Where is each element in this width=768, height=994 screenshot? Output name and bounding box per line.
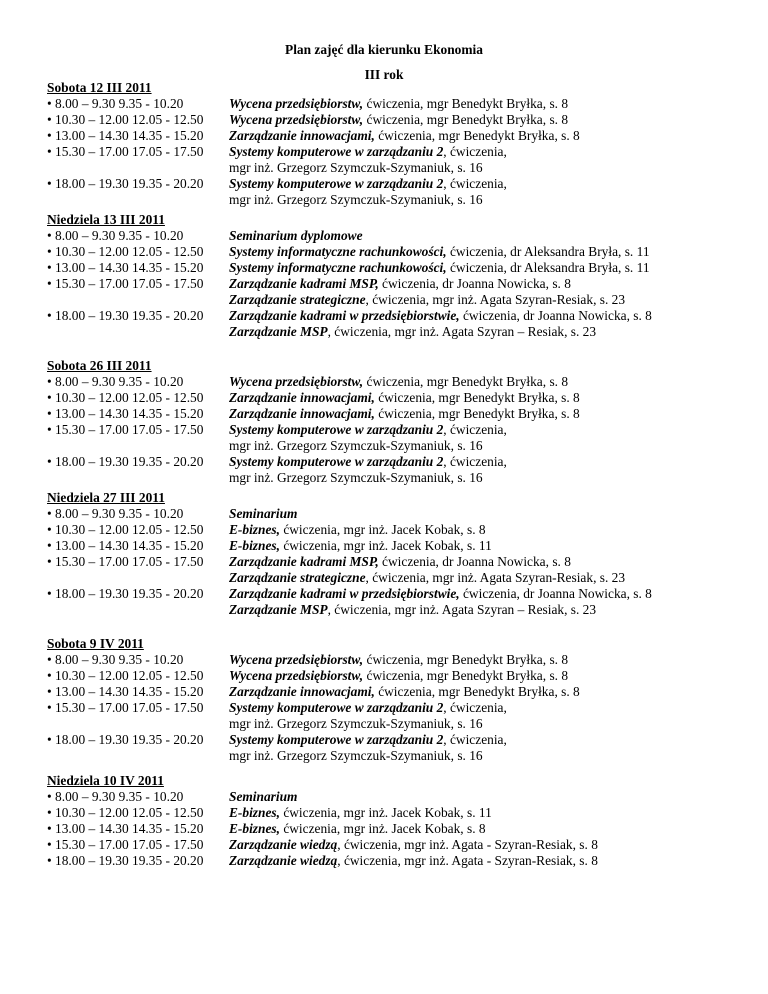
class-details: ćwiczenia, mgr Benedykt Bryłka, s. 8 bbox=[363, 668, 569, 683]
time-slot: • 13.00 – 14.30 14.35 - 15.20 bbox=[47, 128, 204, 143]
time-slot-row bbox=[47, 684, 737, 700]
time-slot-row bbox=[47, 244, 737, 260]
time-slot: • 10.30 – 12.00 12.05 - 12.50 bbox=[47, 668, 204, 683]
class-details: , ćwiczenia, mgr inż. Agata Szyran-Resiak, s. 23 bbox=[365, 292, 626, 307]
class-details: mgr inż. Grzegorz Szymczuk-Szymaniuk, s. 16 bbox=[229, 748, 483, 763]
class-details: , ćwiczenia, bbox=[443, 176, 507, 191]
time-slot-row bbox=[47, 176, 737, 208]
course-name: Systemy komputerowe w zarządzaniu 2 bbox=[229, 700, 444, 715]
time-slot-row bbox=[47, 837, 737, 853]
time-slot-row bbox=[47, 732, 737, 764]
day-block bbox=[47, 80, 737, 208]
time-slot: • 18.00 – 19.30 19.35 - 20.20 bbox=[47, 176, 204, 191]
course-name: Zarządzanie innowacjami, bbox=[229, 390, 375, 405]
class-line bbox=[229, 853, 737, 869]
course-name: Systemy informatyczne rachunkowości, bbox=[229, 244, 447, 259]
class-details: mgr inż. Grzegorz Szymczuk-Szymaniuk, s. 16 bbox=[229, 160, 483, 175]
class-details: mgr inż. Grzegorz Szymczuk-Szymaniuk, s. 16 bbox=[229, 470, 483, 485]
time-slot-row bbox=[47, 805, 737, 821]
class-details: ćwiczenia, mgr Benedykt Bryłka, s. 8 bbox=[374, 406, 580, 421]
time-slot: • 13.00 – 14.30 14.35 - 15.20 bbox=[47, 406, 204, 421]
class-line bbox=[229, 308, 737, 324]
course-name: E-biznes, bbox=[229, 522, 280, 537]
class-entry bbox=[229, 260, 737, 276]
course-name: Systemy komputerowe w zarządzaniu 2 bbox=[229, 732, 444, 747]
course-name: Zarządzanie strategiczne bbox=[229, 292, 366, 307]
course-name: Wycena przedsiębiorstw, bbox=[229, 112, 364, 127]
class-entry bbox=[229, 700, 737, 732]
class-line bbox=[229, 668, 737, 684]
class-entry bbox=[229, 652, 737, 668]
document-title: Plan zajęć dla kierunku Ekonomia bbox=[285, 42, 483, 57]
time-slot-row bbox=[47, 308, 737, 340]
class-details: , ćwiczenia, mgr inż. Agata - Szyran-Resiak, s. 8 bbox=[337, 853, 598, 868]
class-line bbox=[229, 228, 737, 244]
class-details: , ćwiczenia, mgr inż. Agata Szyran – Resiak, s. 23 bbox=[327, 324, 597, 339]
class-entry bbox=[229, 586, 737, 618]
time-slot: • 8.00 – 9.30 9.35 - 10.20 bbox=[47, 789, 184, 804]
class-line bbox=[229, 602, 737, 618]
time-slot: • 15.30 – 17.00 17.05 - 17.50 bbox=[47, 276, 204, 291]
class-line bbox=[229, 192, 737, 208]
class-line bbox=[229, 554, 737, 570]
class-line bbox=[229, 128, 737, 144]
day-title: Niedziela 13 III 2011 bbox=[47, 212, 165, 227]
time-slot-row bbox=[47, 821, 737, 837]
course-name: Zarządzanie wiedzą bbox=[229, 837, 338, 852]
time-slot: • 15.30 – 17.00 17.05 - 17.50 bbox=[47, 422, 204, 437]
class-line bbox=[229, 276, 737, 292]
class-line bbox=[229, 244, 737, 260]
time-slot-row bbox=[47, 586, 737, 618]
time-slot-row bbox=[47, 700, 737, 732]
time-slot-row bbox=[47, 390, 737, 406]
time-slot: • 18.00 – 19.30 19.35 - 20.20 bbox=[47, 308, 204, 323]
class-details: ćwiczenia, mgr Benedykt Bryłka, s. 8 bbox=[363, 96, 569, 111]
class-line bbox=[229, 700, 737, 716]
class-line bbox=[229, 112, 737, 128]
class-line bbox=[229, 522, 737, 538]
time-slot-row bbox=[47, 228, 737, 244]
time-slot: • 8.00 – 9.30 9.35 - 10.20 bbox=[47, 228, 184, 243]
course-name: Zarządzanie innowacjami, bbox=[229, 684, 375, 699]
class-details: , ćwiczenia, bbox=[443, 422, 507, 437]
class-line bbox=[229, 144, 737, 160]
class-line bbox=[229, 684, 737, 700]
class-entry bbox=[229, 128, 737, 144]
day-block bbox=[47, 773, 737, 869]
class-entry bbox=[229, 422, 737, 454]
course-name: Systemy komputerowe w zarządzaniu 2 bbox=[229, 176, 444, 191]
time-slot-row bbox=[47, 128, 737, 144]
course-name: E-biznes, bbox=[229, 538, 280, 553]
time-slot-row bbox=[47, 668, 737, 684]
class-line bbox=[229, 748, 737, 764]
time-slot-row bbox=[47, 554, 737, 586]
class-line bbox=[229, 260, 737, 276]
course-name: Zarządzanie strategiczne bbox=[229, 570, 366, 585]
class-details: mgr inż. Grzegorz Szymczuk-Szymaniuk, s. 16 bbox=[229, 438, 483, 453]
class-line bbox=[229, 390, 737, 406]
time-slot: • 10.30 – 12.00 12.05 - 12.50 bbox=[47, 390, 204, 405]
time-slot-row bbox=[47, 260, 737, 276]
time-slot: • 13.00 – 14.30 14.35 - 15.20 bbox=[47, 260, 204, 275]
class-entry bbox=[229, 144, 737, 176]
class-entry bbox=[229, 374, 737, 390]
class-entry bbox=[229, 522, 737, 538]
class-entry bbox=[229, 668, 737, 684]
time-slot-row bbox=[47, 96, 737, 112]
class-line bbox=[229, 538, 737, 554]
time-slot: • 15.30 – 17.00 17.05 - 17.50 bbox=[47, 144, 204, 159]
course-name: Seminarium bbox=[229, 506, 298, 521]
time-slot: • 8.00 – 9.30 9.35 - 10.20 bbox=[47, 652, 184, 667]
class-line bbox=[229, 570, 737, 586]
time-slot: • 13.00 – 14.30 14.35 - 15.20 bbox=[47, 684, 204, 699]
class-line bbox=[229, 422, 737, 438]
time-slot: • 8.00 – 9.30 9.35 - 10.20 bbox=[47, 506, 184, 521]
class-details: , ćwiczenia, bbox=[443, 732, 507, 747]
class-details: , ćwiczenia, bbox=[443, 454, 507, 469]
course-name: Zarządzanie innowacjami, bbox=[229, 406, 375, 421]
class-details: ćwiczenia, mgr inż. Jacek Kobak, s. 11 bbox=[279, 538, 492, 553]
class-entry bbox=[229, 554, 737, 586]
class-entry bbox=[229, 789, 737, 805]
day-title: Niedziela 10 IV 2011 bbox=[47, 773, 164, 788]
class-line bbox=[229, 160, 737, 176]
time-slot-row bbox=[47, 112, 737, 128]
day-title: Niedziela 27 III 2011 bbox=[47, 490, 165, 505]
class-entry bbox=[229, 454, 737, 486]
class-line bbox=[229, 652, 737, 668]
class-details: ćwiczenia, mgr inż. Jacek Kobak, s. 11 bbox=[279, 805, 492, 820]
time-slot-row bbox=[47, 652, 737, 668]
class-line bbox=[229, 324, 737, 340]
course-name: E-biznes, bbox=[229, 805, 280, 820]
time-slot-row bbox=[47, 522, 737, 538]
time-slot-row bbox=[47, 454, 737, 486]
class-details: ćwiczenia, dr Joanna Nowicka, s. 8 bbox=[459, 308, 652, 323]
class-entry bbox=[229, 112, 737, 128]
time-slot-row bbox=[47, 853, 737, 869]
course-name: Zarządzanie kadrami MSP, bbox=[229, 554, 379, 569]
class-line bbox=[229, 716, 737, 732]
day-block bbox=[47, 358, 737, 486]
time-slot: • 10.30 – 12.00 12.05 - 12.50 bbox=[47, 522, 204, 537]
time-slot: • 10.30 – 12.00 12.05 - 12.50 bbox=[47, 244, 204, 259]
class-details: ćwiczenia, mgr Benedykt Bryłka, s. 8 bbox=[374, 684, 580, 699]
time-slot: • 15.30 – 17.00 17.05 - 17.50 bbox=[47, 554, 204, 569]
day-title: Sobota 9 IV 2011 bbox=[47, 636, 144, 651]
class-line bbox=[229, 438, 737, 454]
day-title: Sobota 26 III 2011 bbox=[47, 358, 152, 373]
course-name: Seminarium dyplomowe bbox=[229, 228, 363, 243]
class-details: mgr inż. Grzegorz Szymczuk-Szymaniuk, s. 16 bbox=[229, 716, 483, 731]
class-entry bbox=[229, 228, 737, 244]
class-details: mgr inż. Grzegorz Szymczuk-Szymaniuk, s. 16 bbox=[229, 192, 483, 207]
course-name: Zarządzanie kadrami w przedsiębiorstwie, bbox=[229, 308, 460, 323]
class-entry bbox=[229, 538, 737, 554]
time-slot: • 18.00 – 19.30 19.35 - 20.20 bbox=[47, 454, 204, 469]
time-slot: • 8.00 – 9.30 9.35 - 10.20 bbox=[47, 374, 184, 389]
class-line bbox=[229, 506, 737, 522]
class-details: ćwiczenia, mgr Benedykt Bryłka, s. 8 bbox=[363, 374, 569, 389]
time-slot: • 10.30 – 12.00 12.05 - 12.50 bbox=[47, 805, 204, 820]
class-line bbox=[229, 821, 737, 837]
class-details: ćwiczenia, mgr Benedykt Bryłka, s. 8 bbox=[374, 128, 580, 143]
course-name: Systemy komputerowe w zarządzaniu 2 bbox=[229, 144, 444, 159]
class-details: ćwiczenia, mgr Benedykt Bryłka, s. 8 bbox=[363, 652, 569, 667]
time-slot: • 13.00 – 14.30 14.35 - 15.20 bbox=[47, 821, 204, 836]
class-entry bbox=[229, 732, 737, 764]
course-name: Zarządzanie MSP bbox=[229, 602, 328, 617]
time-slot-row bbox=[47, 506, 737, 522]
time-slot: • 18.00 – 19.30 19.35 - 20.20 bbox=[47, 732, 204, 747]
class-details: ćwiczenia, dr Aleksandra Bryła, s. 11 bbox=[446, 244, 650, 259]
time-slot-row bbox=[47, 538, 737, 554]
class-entry bbox=[229, 390, 737, 406]
class-details: ćwiczenia, dr Joanna Nowicka, s. 8 bbox=[378, 276, 571, 291]
time-slot-row bbox=[47, 144, 737, 176]
day-block bbox=[47, 212, 737, 340]
course-name: Zarządzanie kadrami MSP, bbox=[229, 276, 379, 291]
class-line bbox=[229, 292, 737, 308]
time-slot: • 13.00 – 14.30 14.35 - 15.20 bbox=[47, 538, 204, 553]
class-line bbox=[229, 732, 737, 748]
class-details: ćwiczenia, mgr inż. Jacek Kobak, s. 8 bbox=[279, 522, 486, 537]
course-name: E-biznes, bbox=[229, 821, 280, 836]
class-details: , ćwiczenia, mgr inż. Agata - Szyran-Resiak, s. 8 bbox=[337, 837, 598, 852]
class-entry bbox=[229, 276, 737, 308]
time-slot: • 18.00 – 19.30 19.35 - 20.20 bbox=[47, 853, 204, 868]
time-slot-row bbox=[47, 374, 737, 390]
class-details: ćwiczenia, dr Joanna Nowicka, s. 8 bbox=[378, 554, 571, 569]
time-slot-row bbox=[47, 406, 737, 422]
class-line bbox=[229, 454, 737, 470]
class-entry bbox=[229, 176, 737, 208]
course-name: Systemy komputerowe w zarządzaniu 2 bbox=[229, 422, 444, 437]
class-details: , ćwiczenia, bbox=[443, 700, 507, 715]
time-slot: • 10.30 – 12.00 12.05 - 12.50 bbox=[47, 112, 204, 127]
class-details: , ćwiczenia, bbox=[443, 144, 507, 159]
course-name: Systemy komputerowe w zarządzaniu 2 bbox=[229, 454, 444, 469]
course-name: Zarządzanie MSP bbox=[229, 324, 328, 339]
class-line bbox=[229, 837, 737, 853]
class-entry bbox=[229, 821, 737, 837]
time-slot: • 15.30 – 17.00 17.05 - 17.50 bbox=[47, 837, 204, 852]
day-title: Sobota 12 III 2011 bbox=[47, 80, 152, 95]
class-line bbox=[229, 586, 737, 602]
time-slot: • 8.00 – 9.30 9.35 - 10.20 bbox=[47, 96, 184, 111]
time-slot: • 15.30 – 17.00 17.05 - 17.50 bbox=[47, 700, 204, 715]
course-name: Wycena przedsiębiorstw, bbox=[229, 652, 364, 667]
class-entry bbox=[229, 308, 737, 340]
course-name: Systemy informatyczne rachunkowości, bbox=[229, 260, 447, 275]
course-name: Seminarium bbox=[229, 789, 298, 804]
class-entry bbox=[229, 853, 737, 869]
course-name: Zarządzanie kadrami w przedsiębiorstwie, bbox=[229, 586, 460, 601]
class-details: ćwiczenia, mgr Benedykt Bryłka, s. 8 bbox=[374, 390, 580, 405]
class-line bbox=[229, 406, 737, 422]
course-name: Wycena przedsiębiorstw, bbox=[229, 374, 364, 389]
time-slot-row bbox=[47, 422, 737, 454]
class-details: ćwiczenia, dr Joanna Nowicka, s. 8 bbox=[459, 586, 652, 601]
class-details: ćwiczenia, mgr Benedykt Bryłka, s. 8 bbox=[363, 112, 569, 127]
class-entry bbox=[229, 244, 737, 260]
time-slot: • 18.00 – 19.30 19.35 - 20.20 bbox=[47, 586, 204, 601]
class-entry bbox=[229, 837, 737, 853]
class-line bbox=[229, 176, 737, 192]
course-name: Wycena przedsiębiorstw, bbox=[229, 96, 364, 111]
time-slot-row bbox=[47, 276, 737, 308]
class-details: , ćwiczenia, mgr inż. Agata Szyran – Resiak, s. 23 bbox=[327, 602, 597, 617]
class-details: ćwiczenia, dr Aleksandra Bryła, s. 11 bbox=[446, 260, 650, 275]
class-entry bbox=[229, 506, 737, 522]
class-entry bbox=[229, 684, 737, 700]
class-line bbox=[229, 805, 737, 821]
class-line bbox=[229, 96, 737, 112]
class-entry bbox=[229, 805, 737, 821]
class-entry bbox=[229, 406, 737, 422]
class-entry bbox=[229, 96, 737, 112]
day-block bbox=[47, 636, 737, 764]
class-details: ćwiczenia, mgr inż. Jacek Kobak, s. 8 bbox=[279, 821, 486, 836]
day-block bbox=[47, 490, 737, 618]
class-details: , ćwiczenia, mgr inż. Agata Szyran-Resiak, s. 23 bbox=[365, 570, 626, 585]
course-name: Zarządzanie innowacjami, bbox=[229, 128, 375, 143]
document-subtitle: III rok bbox=[364, 67, 404, 82]
class-line bbox=[229, 470, 737, 486]
course-name: Zarządzanie wiedzą bbox=[229, 853, 338, 868]
class-line bbox=[229, 374, 737, 390]
time-slot-row bbox=[47, 789, 737, 805]
course-name: Wycena przedsiębiorstw, bbox=[229, 668, 364, 683]
class-line bbox=[229, 789, 737, 805]
